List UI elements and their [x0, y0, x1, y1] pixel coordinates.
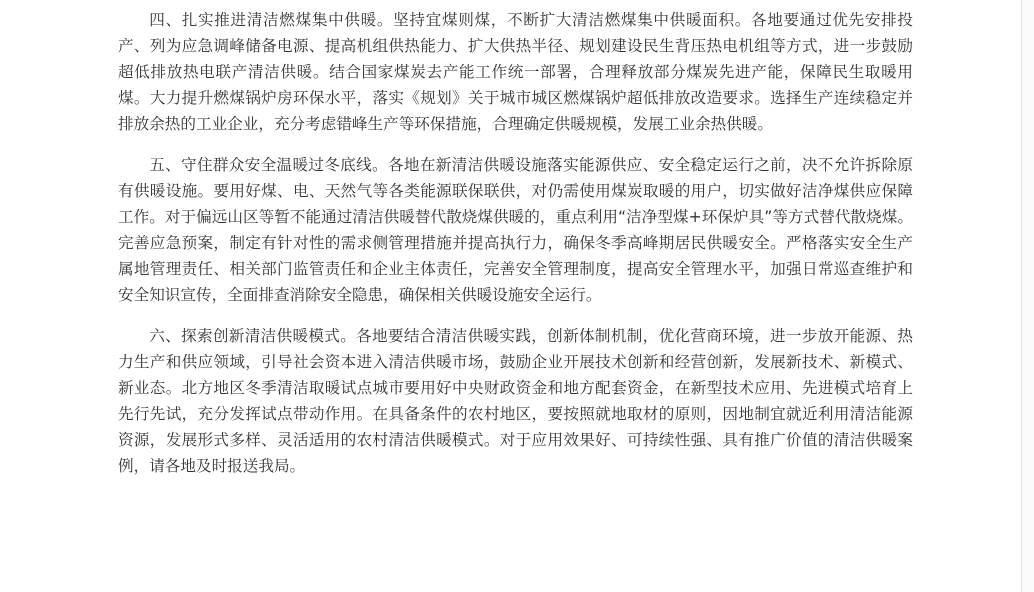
right-edge-border [1021, 0, 1034, 592]
paragraph-clean-coal-heating: 四、扎实推进清洁燃煤集中供暖。坚持宜煤则煤，不断扩大清洁燃煤集中供暖面积。各地要通过优先安排投产、列为应急调峰储备电源、提高机组供热能力、扩大供热半径、规划建设民生背压热电机组等方式，进一步鼓励超低排放热电联产清洁供暖。结合国家煤炭去产能工作统一部署，合理释放部分煤炭先进产能，保障民生取暖用煤。大力提升燃煤锅炉房环保水平，落实《规划》关于城市城区燃煤锅炉超低排放改造要求。选择生产连续稳定并排放余热的工业企业，充分考虑错峰生产等环保措施，合理确定供暖规模，发展工业余热供暖。 [118, 11, 913, 133]
paragraph-heating-model-innovation: 六、探索创新清洁供暖模式。各地要结合清洁供暖实践，创新体制机制，优化营商环境，进一步放开能源、热力生产和供应领域，引导社会资本进入清洁供暖市场，鼓励企业开展技术创新和经营创新，发展新技术、新模式、新业态。北方地区冬季清洁取暖试点城市要用好中央财政资金和地方配套资金，在新型技术应用、先进模式培育上先行先试，充分发挥试点带动作用。在具备条件的农村地区，要按照就地取材的原则，因地制宜就近利用清洁能源资源，发展形式多样、灵活适用的农村清洁供暖模式。对于应用效果好、可持续性强、具有推广价值的清洁供暖案例，请各地及时报送我局。 [118, 327, 913, 475]
article-body [118, 7, 913, 494]
paragraph-heating-safety: 五、守住群众安全温暖过冬底线。各地在新清洁供暖设施落实能源供应、安全稳定运行之前，决不允许拆除原有供暖设施。要用好煤、电、天然气等各类能源联保联供，对仍需使用煤炭取暖的用户，切实做好洁净煤供应保障工作。对于偏远山区等暂不能通过清洁供暖替代散烧煤供暖的，重点利用“洁净型煤+环保炉具”等方式替代散烧煤。完善应急预案，制定有针对性的需求侧管理措施并提高执行力，确保冬季高峰期居民供暖安全。严格落实安全生产属地管理责任、相关部门监管责任和企业主体责任，完善安全管理制度，提高安全管理水平，加强日常巡查维护和安全知识宣传，全面排查消除安全隐患，确保相关供暖设施安全运行。 [118, 156, 913, 304]
